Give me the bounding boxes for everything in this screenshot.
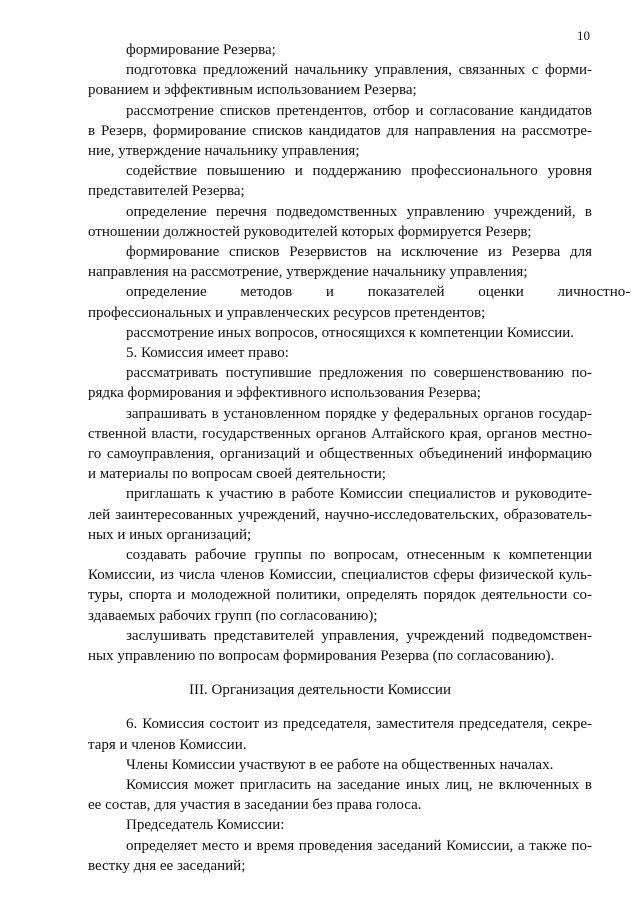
text-line: формирование списков Резервистов на исключение из Резерва для: [126, 244, 592, 260]
text-line: Комиссии, из числа членов Комиссии, специалистов сферы физической куль-: [88, 567, 592, 584]
text-line: Члены Комиссии участвуют в ее работе на общественных началах.: [126, 756, 554, 773]
page-number: 10: [577, 28, 590, 43]
text-line: лей заинтересованных учреждений, научно-исследовательских, образователь-: [88, 506, 592, 523]
text-line: приглашать к участию в работе Комиссии специалистов и руководите-: [126, 486, 592, 503]
text-line: определение перечня подведомственных управлению учреждений, в: [126, 203, 592, 220]
text-line: профессиональных и управленческих ресурсов претендентов;: [88, 304, 486, 321]
text-line: представителей Резерва;: [88, 183, 245, 200]
text-line: направления на рассмотрение, утверждение начальнику управления;: [88, 264, 528, 281]
text-line: отношении должностей руководителей которых формируется Резерв;: [88, 223, 532, 240]
text-line: ее состав, для участия в заседании без права голоса.: [88, 797, 422, 814]
text-line: Комиссия может пригласить на заседание иных лиц, не включенных в: [126, 777, 592, 793]
text-line: в Резерв, формирование списков кандидатов для направления на рассмотре-: [88, 122, 592, 139]
text-line: и материалы по вопросам своей деятельности;: [88, 466, 386, 483]
text-line: определяет место и время проведения заседаний Комиссии, а также по-: [126, 837, 592, 854]
text-line: здаваемых рабочих групп (по согласованию);: [88, 607, 378, 624]
text-line: Председатель Комиссии:: [126, 817, 285, 834]
text-line: создавать рабочие группы по вопросам, отнесенным к компетенции: [126, 547, 592, 563]
text-line: формирование Резерва;: [126, 42, 276, 58]
text-line: 5. Комиссия имеет право:: [126, 345, 289, 361]
text-line: го самоуправления, организаций и общественных объединений информацию: [88, 446, 592, 462]
text-line: рованием и эффективным использованием Резерва;: [88, 82, 417, 99]
section-heading: III. Организация деятельности Комиссии: [189, 682, 451, 699]
text-line: ных управлению по вопросам формирования Резерва (по согласованию).: [88, 648, 555, 664]
text-line: рассмотрение иных вопросов, относящихся к компетенции Комиссии.: [126, 324, 575, 341]
text-line: рассматривать поступившие предложения по совершенствованию по-: [126, 365, 592, 382]
text-line: запрашивать в установленном порядке у федеральных органов государ-: [126, 405, 592, 422]
text-line: заслушивать представителей управления, учреждений подведомствен-: [126, 627, 592, 644]
text-line: определение методов и показателей оценки личностно-: [126, 284, 631, 301]
text-line: ных и иных организаций;: [88, 526, 252, 543]
text-line: ние, утверждение начальнику управления;: [88, 143, 360, 159]
text-line: содействие повышению и поддержанию профессионального уровня: [126, 163, 592, 180]
text-line: рядка формирования и эффективного использования Резерва;: [88, 385, 481, 402]
text-line: вестку дня ее заседаний;: [88, 857, 246, 874]
text-line: туры, спорта и молодежной политики, определять порядок деятельности со-: [88, 587, 592, 604]
text-line: ственной власти, государственных органов Алтайского края, органов местно-: [88, 425, 592, 442]
text-line: подготовка предложений начальнику управления, связанных с форми-: [126, 62, 592, 79]
text-line: таря и членов Комиссии.: [88, 736, 247, 753]
text-line: рассмотрение списков претендентов, отбор и согласование кандидатов: [126, 102, 592, 119]
text-line: 6. Комиссия состоит из председателя, заместителя председателя, секре-: [126, 716, 592, 733]
